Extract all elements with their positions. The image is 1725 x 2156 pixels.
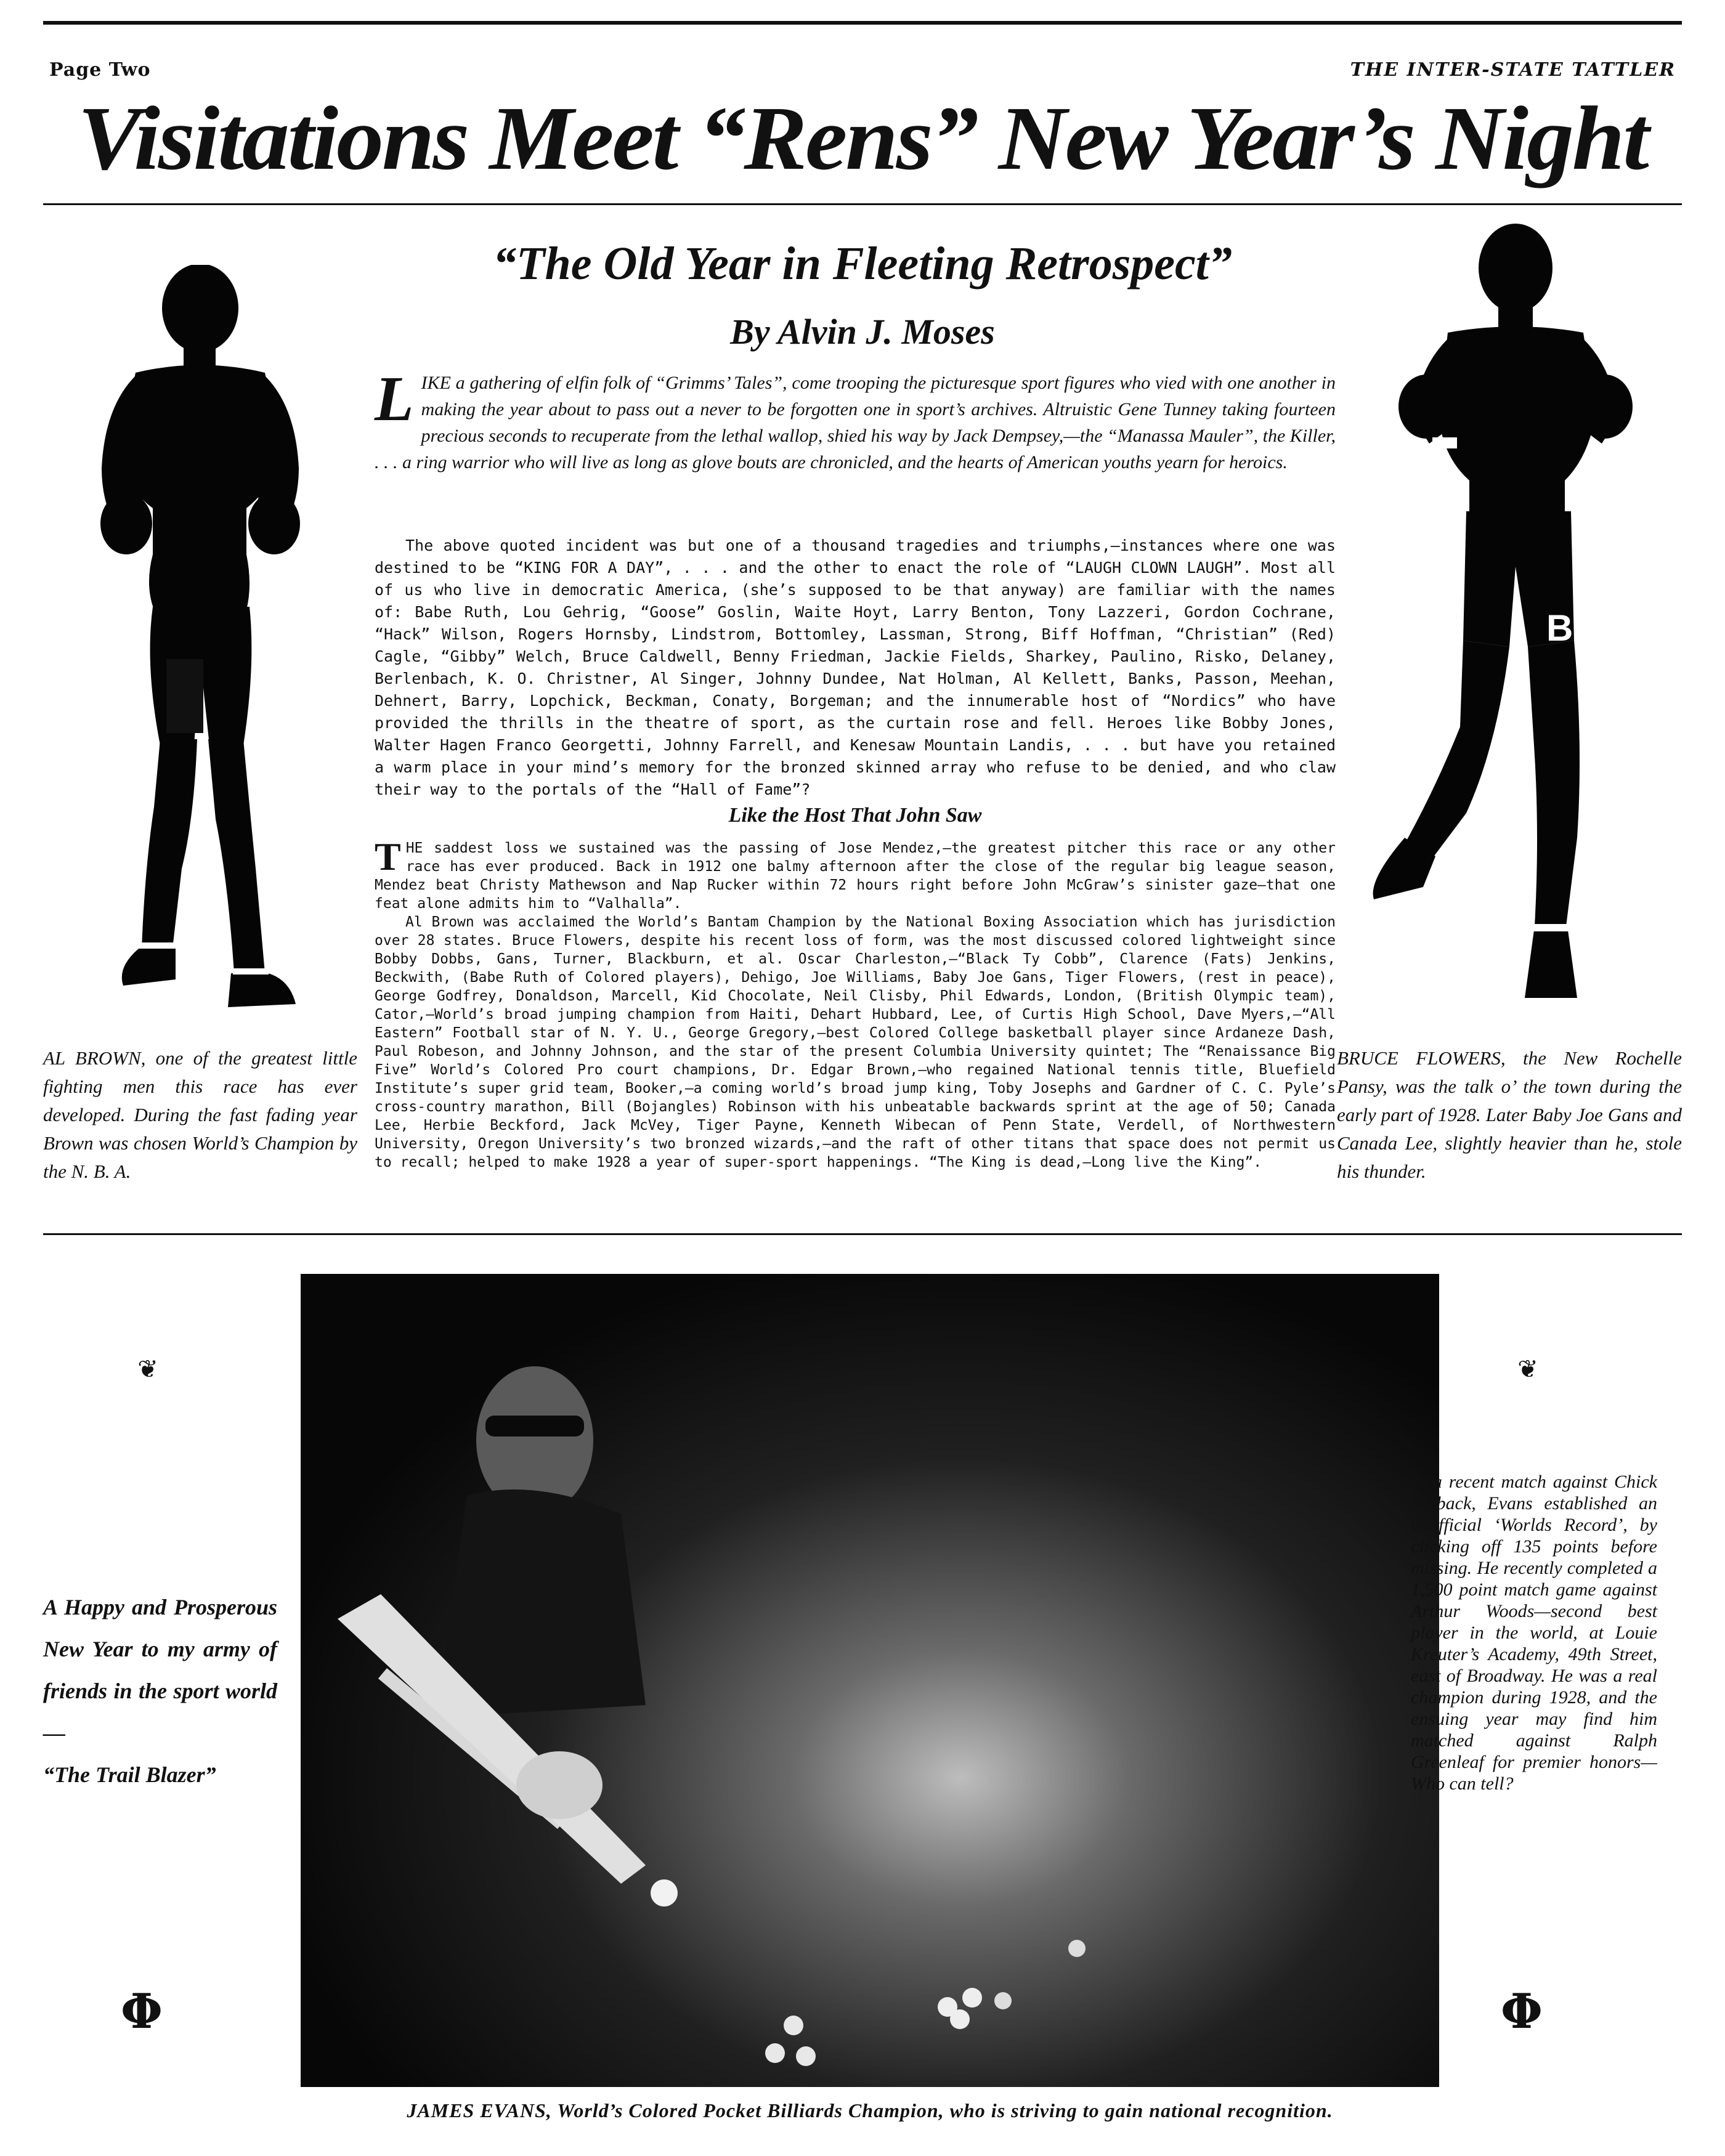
article-body-part1 [375,535,1336,801]
new-year-greeting [43,1586,277,1796]
paragraph-2-dropcap: T [375,835,401,878]
al-brown-photo [43,265,363,1023]
phi-emblem-icon: Φ [121,1984,163,2040]
intro-text: IKE a gathering of elfin folk of “Grimms’ Tales”, come trooping the picturesque sport figures who vied with one another in making the year about to pass out a never to be forgotten one in sport’s archives. Altruistic Gene Tunney taking fourteen precious seconds to recuperate from the lethal wallop, shied his way by Jack Dempsey,—the “Manassa Mauler”, the Killer, . . . a ring warrior who will live as long as glove bouts are chronicled, and the hearts of American youths yearn for heroics. [375,373,1336,472]
article-body-part2 [375,835,1336,1172]
article-title: “The Old Year in Fleeting Retrospect” [493,238,1232,290]
publication-name: THE INTER-STATE TATTLER [1350,59,1676,81]
greeting-signature: “The Trail Blazer” [43,1762,216,1787]
article-subhead: Like the Host That John Saw [728,804,982,827]
wreath-ornament-icon: ❦ [1517,1355,1538,1384]
top-border-rule [43,21,1682,25]
wreath-ornament-icon: ❦ [137,1355,158,1384]
headline-rule [43,203,1682,205]
page-label: Page Two [49,59,151,81]
intro-dropcap: L [375,363,414,434]
james-evans-photo [301,1274,1439,2087]
paragraph-3: Al Brown was acclaimed the World’s Bantam Champion by the National Boxing Association which has jurisdiction over 28 states. Bruce Flowers, despite his recent loss of form, was the most discussed colored lightweight since Bobby Dobbs, Gans, Turner, Blackburn, et al. Oscar Charleston,—“Black Ty Cobb”, Clarence (Fats) Jenkins, Beckwith, (Babe Ruth of Colored players), Dehigo, Joe Williams, Baby Joe Gans, Tiger Flowers, (rest in peace), George Godfrey, Donaldson, Marcell, Kid Chocolate, Neil Clisby, Phil Edwards, London, (British Olympic team), Cator,—World’s broad jumping champion from Haiti, Dehart Hubbard, Lee, of Curtis High School, Dave Myers,—“All Eastern” Football star of N. Y. U., George Gregory,—best Colored College basketball player since Ardaneze Dash, Paul Robeson, and Johnny Johnson, and the star of the present Columbia University quintet; The “Renaissance Big Five” World’s Colored Pro court champions, Dr. Edgar Brown,—who regained National tennis title, Bluefield Institute’s super grid team, Booker,—a coming world’s broad jump king, Toby Josephs and Gardner of C. C. Pyle’s cross-country marathon, Bill (Bojangles) Robinson with his unbeatable backwards sprint at the age of 50; Canada Lee, Herbie Beckford, Jack McVey, Tiger Payne, Kenneth Wibecan of Penn State, Verdell, of Northwestern University, Oregon University’s two bronzed wizards,—and the raft of other titans that space does not permit us to recall; helped to make 1928 a year of super-sport happenings. “The King is dead,—Long live the King”. [375,914,1336,1170]
bruce-flowers-photo [1362,222,1682,1023]
greeting-text: A Happy and Prosperous New Year to my army of friends in the sport world — [43,1595,277,1745]
photo-caption: JAMES EVANS, World’s Colored Pocket Billiards Champion, who is striving to gain national recognition. [407,2099,1333,2122]
paragraph-2 [375,835,1336,913]
al-brown-caption: AL BROWN, one of the greatest little fighting men this race has ever developed. During the fast fading year Brown was chosen World’s Champion by the N. B. A. [43,1047,357,1182]
billiards-scene [301,1274,1439,2087]
paragraph-2-text: HE saddest loss we sustained was the passing of Jose Mendez,—the greatest pitcher this race or any other race has ever produced. Back in 1912 one balmy afternoon after the close of the regular big league season, Mendez beat Christy Mathewson and Nap Rucker within 72 hours right before John McGraw’s sinister gaze—that one feat alone admits him to “Valhalla”. [375,840,1336,912]
paragraph-1: The above quoted incident was but one of a thousand tragedies and triumphs,—instances where one was destined to be “KING FOR A DAY”, . . . and the other to enact the role of “LAUGH CLOWN LAUGH”. Most all of us who live in democratic America, (she’s supposed to be that anyway) are familiar with the names of: Babe Ruth, Lou Gehrig, “Goose” Goslin, Waite Hoyt, Larry Benton, Tony Lazzeri, Gordon Cochrane, “Hack” Wilson, Rogers Hornsby, Lindstrom, Bottomley, Lassman, Strong, Biff Hoffman, “Christian” (Red) Cagle, “Gibby” Welch, Bruce Caldwell, Benny Friedman, Jackie Fields, Sharkey, Paulino, Risko, Delaney, Berlenbach, K. O. Christner, Al Singer, Johnny Dundee, Nat Holman, Al Kellett, Banks, Passon, Meehan, Dehnert, Barry, Lopchick, Beckman, Conaty, Borgeman; and the innumerable host of “Nordics” who have provided the thrills in the theatre of sport, as the curtain rose and fell. Heroes like Bobby Jones, Walter Hagen Franco Georgetti, Johnny Farrell, and Kenesaw Mountain Landis, . . . but have you retained a warm place in your mind’s memory for the bronzed skinned array who refuse to be denied, and who claw their way to the portals of the “Hall of Fame”? [375,537,1336,798]
main-headline: Visitations Meet “Rens” New Year’s Night [78,88,1647,189]
byline: By Alvin J. Moses [730,312,995,352]
phi-emblem-icon: Φ [1501,1984,1543,2040]
bruce-flowers-caption: BRUCE FLOWERS, the New Rochelle Pansy, was the talk o’ the town during the early part of 1928. Later Baby Joe Gans and Canada Lee, slightly heavier than he, stole his thunder. [1337,1047,1682,1182]
svg-text:B: B [1546,607,1573,649]
evans-record-note: In a recent match against Chick Seeback, Evans established an unofficial ‘Worlds Record’, by clicking off 135 points before missing. He recently completed a 1,500 point match game against Arthur Woods—second best player in the world, at Louie Kreuter’s Academy, 49th Street, east of Broadway. He was a real champion during 1928, and the ensuing year may find him matched against Ralph Greenleaf for premier honors—Who can tell? [1411,1472,1657,1794]
intro-paragraph [375,363,1336,476]
section-divider [43,1233,1682,1235]
